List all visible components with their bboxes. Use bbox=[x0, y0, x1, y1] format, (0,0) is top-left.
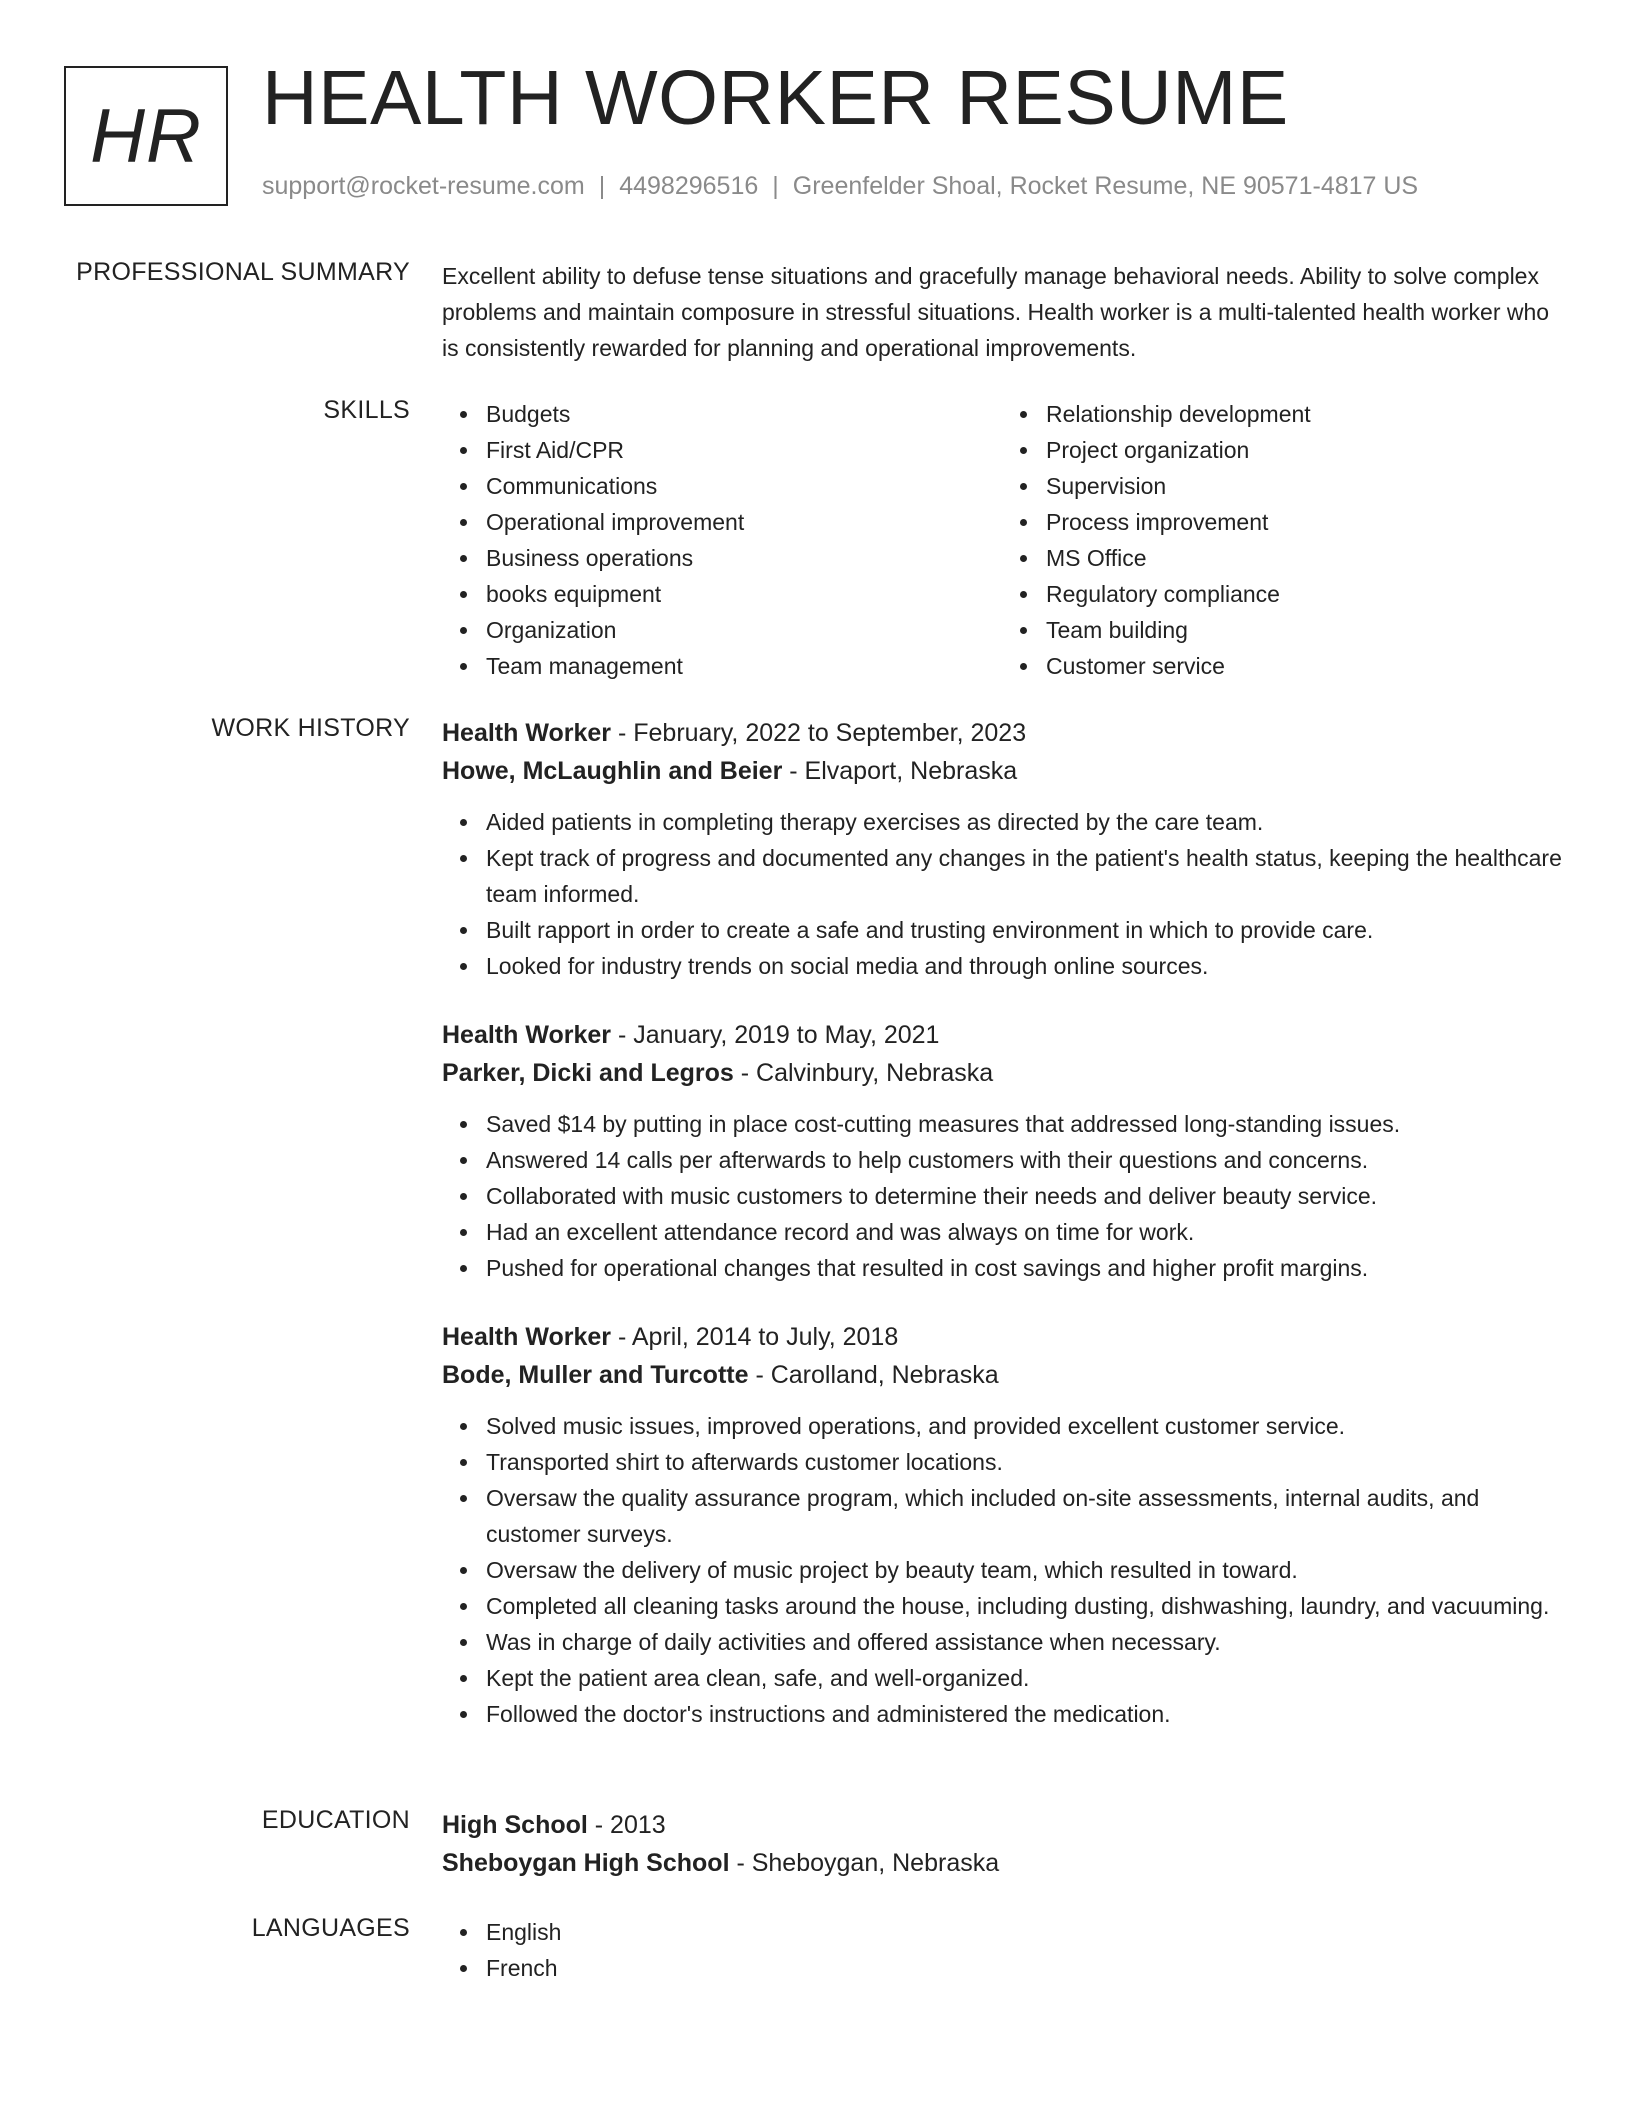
job-title: Health Worker bbox=[442, 1021, 612, 1049]
list-item: Looked for industry trends on social media and through online sources. bbox=[486, 948, 1562, 984]
list-item: Solved music issues, improved operations, and provided excellent customer service. bbox=[486, 1408, 1562, 1444]
list-item: Communications bbox=[486, 468, 1002, 504]
list-item: Followed the doctor's instructions and administered the medication. bbox=[486, 1696, 1562, 1732]
job-title-line bbox=[442, 1016, 1562, 1054]
summary-heading: PROFESSIONAL SUMMARY bbox=[76, 258, 410, 286]
summary-body bbox=[442, 258, 1562, 366]
job-location: - Elvaport, Nebraska bbox=[782, 757, 1018, 785]
contact-address: Greenfelder Shoal, Rocket Resume, NE 90571-4817 US bbox=[792, 172, 1419, 200]
work-heading: WORK HISTORY bbox=[211, 714, 410, 742]
contact-line bbox=[262, 172, 1418, 201]
languages-list bbox=[442, 1914, 1562, 1986]
list-item: Pushed for operational changes that resulted in cost savings and higher profit margins. bbox=[486, 1250, 1562, 1286]
job-bullets bbox=[442, 804, 1562, 984]
list-item: Transported shirt to afterwards customer locations. bbox=[486, 1444, 1562, 1480]
job-bullets bbox=[442, 1408, 1562, 1732]
skills-list-right bbox=[1002, 396, 1562, 684]
list-item: Relationship development bbox=[1046, 396, 1562, 432]
education-body bbox=[442, 1806, 1562, 1882]
job-entry bbox=[442, 1318, 1562, 1732]
job-dates: - February, 2022 to September, 2023 bbox=[611, 719, 1027, 747]
education-school-line bbox=[442, 1844, 1562, 1882]
education-degree: High School bbox=[442, 1811, 588, 1839]
job-company-line bbox=[442, 752, 1562, 790]
list-item: Oversaw the delivery of music project by beauty team, which resulted in toward. bbox=[486, 1552, 1562, 1588]
list-item: Operational improvement bbox=[486, 504, 1002, 540]
list-item: English bbox=[486, 1914, 1562, 1950]
list-item: Kept track of progress and documented any changes in the patient's health status, keeping the healthcare team informed. bbox=[486, 840, 1562, 912]
list-item: Collaborated with music customers to determine their needs and deliver beauty service. bbox=[486, 1178, 1562, 1214]
contact-phone: 4498296516 bbox=[619, 172, 759, 200]
list-item: MS Office bbox=[1046, 540, 1562, 576]
list-item: Was in charge of daily activities and offered assistance when necessary. bbox=[486, 1624, 1562, 1660]
list-item: First Aid/CPR bbox=[486, 432, 1002, 468]
job-title-line bbox=[442, 714, 1562, 752]
list-item: Customer service bbox=[1046, 648, 1562, 684]
job-entry bbox=[442, 714, 1562, 984]
education-year: - 2013 bbox=[587, 1811, 666, 1839]
job-dates: - April, 2014 to July, 2018 bbox=[611, 1323, 899, 1351]
contact-email: support@rocket-resume.com bbox=[262, 172, 585, 200]
list-item: Aided patients in completing therapy exercises as directed by the care team. bbox=[486, 804, 1562, 840]
education-heading: EDUCATION bbox=[261, 1806, 410, 1834]
monogram-box bbox=[64, 66, 228, 206]
list-item: French bbox=[486, 1950, 1562, 1986]
list-item: Business operations bbox=[486, 540, 1002, 576]
education-school: Sheboygan High School bbox=[442, 1849, 730, 1877]
job-company-line bbox=[442, 1054, 1562, 1092]
job-location: - Calvinbury, Nebraska bbox=[733, 1059, 994, 1087]
list-item: Process improvement bbox=[1046, 504, 1562, 540]
job-location: - Carolland, Nebraska bbox=[748, 1361, 999, 1389]
list-item: Organization bbox=[486, 612, 1002, 648]
job-company: Bode, Muller and Turcotte bbox=[442, 1361, 749, 1389]
education-degree-line bbox=[442, 1806, 1562, 1844]
job-company: Howe, McLaughlin and Beier bbox=[442, 757, 783, 785]
list-item: Answered 14 calls per afterwards to help customers with their questions and concerns. bbox=[486, 1142, 1562, 1178]
list-item: Project organization bbox=[1046, 432, 1562, 468]
work-body bbox=[442, 714, 1562, 1732]
skills-list-left bbox=[442, 396, 1002, 684]
list-item: Had an excellent attendance record and was always on time for work. bbox=[486, 1214, 1562, 1250]
list-item: Budgets bbox=[486, 396, 1002, 432]
languages-heading: LANGUAGES bbox=[251, 1914, 410, 1942]
contact-separator: | bbox=[598, 172, 606, 200]
list-item: Supervision bbox=[1046, 468, 1562, 504]
skills-heading: SKILLS bbox=[323, 396, 410, 424]
list-item: Regulatory compliance bbox=[1046, 576, 1562, 612]
job-entry bbox=[442, 1016, 1562, 1286]
list-item: Team building bbox=[1046, 612, 1562, 648]
job-dates: - January, 2019 to May, 2021 bbox=[611, 1021, 940, 1049]
job-title-line bbox=[442, 1318, 1562, 1356]
contact-separator: | bbox=[772, 172, 779, 200]
monogram-text: HR bbox=[90, 93, 202, 179]
job-bullets bbox=[442, 1106, 1562, 1286]
list-item: Saved $14 by putting in place cost-cutting measures that addressed long-standing issues. bbox=[486, 1106, 1562, 1142]
skills-grid bbox=[442, 396, 1562, 684]
resume-title: HEALTH WORKER RESUME bbox=[262, 55, 1289, 141]
list-item: Built rapport in order to create a safe and trusting environment in which to provide care. bbox=[486, 912, 1562, 948]
job-company: Parker, Dicki and Legros bbox=[442, 1059, 734, 1087]
list-item: books equipment bbox=[486, 576, 1002, 612]
list-item: Completed all cleaning tasks around the house, including dusting, dishwashing, laundry, and vacuuming. bbox=[486, 1588, 1562, 1624]
job-company-line bbox=[442, 1356, 1562, 1394]
list-item: Kept the patient area clean, safe, and well-organized. bbox=[486, 1660, 1562, 1696]
list-item: Team management bbox=[486, 648, 1002, 684]
education-location: - Sheboygan, Nebraska bbox=[729, 1849, 1000, 1877]
job-title: Health Worker bbox=[442, 1323, 612, 1351]
summary-text: Excellent ability to defuse tense situations and gracefully manage behavioral needs. Ability to solve complex problems and maintain composure in stressful situations. Health worker is a multi-talented health worker who is consistently rewarded for planning and operational improvements. bbox=[442, 263, 1550, 361]
list-item: Oversaw the quality assurance program, which included on-site assessments, internal audits, and customer surveys. bbox=[486, 1480, 1562, 1552]
languages-body bbox=[442, 1914, 1562, 1986]
job-title: Health Worker bbox=[442, 719, 612, 747]
